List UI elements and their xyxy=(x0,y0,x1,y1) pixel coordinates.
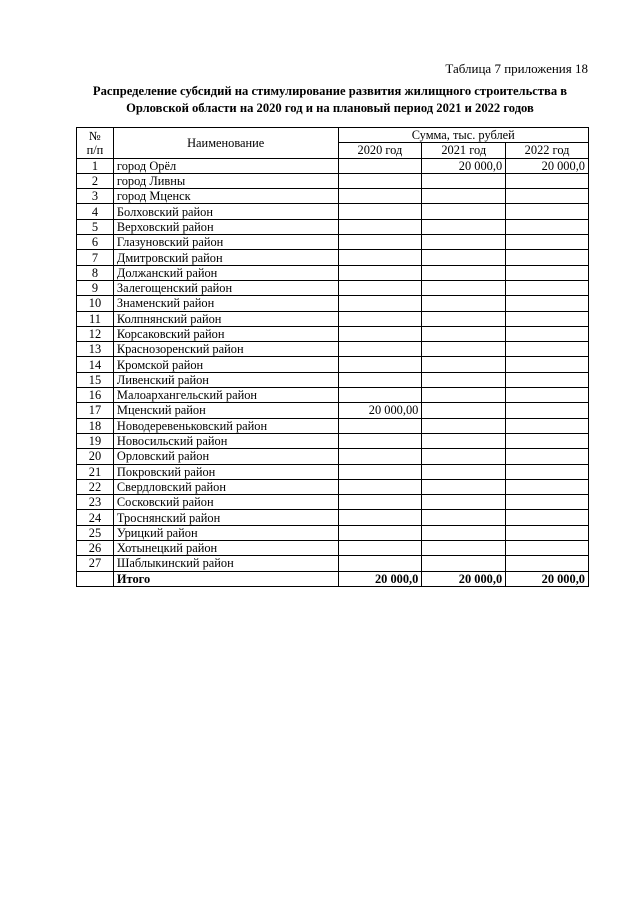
row-value-2020 xyxy=(338,158,422,173)
row-value-2021 xyxy=(422,541,506,556)
column-header-name: Наименование xyxy=(113,128,338,159)
row-number: 9 xyxy=(77,280,114,295)
subsidy-table xyxy=(76,127,589,587)
row-name: Покровский район xyxy=(113,464,338,479)
row-value-2021 xyxy=(422,495,506,510)
row-value-2022 xyxy=(506,173,589,188)
column-header-number-line1: № xyxy=(89,128,101,143)
row-value-2020 xyxy=(338,388,422,403)
row-value-2020 xyxy=(338,204,422,219)
table-row xyxy=(77,510,589,525)
row-value-2022 xyxy=(506,342,589,357)
document-title xyxy=(60,83,600,117)
row-number: 4 xyxy=(77,204,114,219)
row-name: Должанский район xyxy=(113,265,338,280)
row-name: Троснянский район xyxy=(113,510,338,525)
row-value-2020 xyxy=(338,250,422,265)
row-value-2022 xyxy=(506,311,589,326)
total-label: Итого xyxy=(113,571,338,586)
row-name: Верховский район xyxy=(113,219,338,234)
row-name: город Ливны xyxy=(113,173,338,188)
row-name: Орловский район xyxy=(113,449,338,464)
row-name: Свердловский район xyxy=(113,479,338,494)
row-value-2022 xyxy=(506,418,589,433)
row-number: 25 xyxy=(77,525,114,540)
row-number: 26 xyxy=(77,541,114,556)
row-value-2020 xyxy=(338,464,422,479)
row-value-2021 xyxy=(422,510,506,525)
row-name: Знаменский район xyxy=(113,296,338,311)
row-value-2022 xyxy=(506,541,589,556)
row-name: Дмитровский район xyxy=(113,250,338,265)
row-number: 21 xyxy=(77,464,114,479)
column-header-number-line2: п/п xyxy=(86,142,104,157)
total-value-2021: 20 000,0 xyxy=(422,571,506,586)
row-value-2020 xyxy=(338,525,422,540)
row-value-2021 xyxy=(422,280,506,295)
row-number: 17 xyxy=(77,403,114,418)
row-value-2020 xyxy=(338,510,422,525)
row-name: Новосильский район xyxy=(113,433,338,448)
row-value-2021 xyxy=(422,388,506,403)
row-value-2022 xyxy=(506,449,589,464)
table-row xyxy=(77,280,589,295)
table-row xyxy=(77,219,589,234)
row-value-2022 xyxy=(506,525,589,540)
row-value-2021 xyxy=(422,296,506,311)
row-name: Хотынецкий район xyxy=(113,541,338,556)
row-value-2020 xyxy=(338,219,422,234)
row-value-2022 xyxy=(506,250,589,265)
row-value-2020 xyxy=(338,235,422,250)
row-value-2021 xyxy=(422,464,506,479)
title-line-2: Орловской области на 2020 год и на плановый период 2021 и 2022 годов xyxy=(126,101,534,115)
row-value-2021 xyxy=(422,525,506,540)
column-header-2021: 2021 год xyxy=(422,143,506,158)
row-value-2020 xyxy=(338,326,422,341)
row-value-2022 xyxy=(506,479,589,494)
row-value-2022 xyxy=(506,189,589,204)
row-value-2020 xyxy=(338,479,422,494)
table-row xyxy=(77,541,589,556)
table-row xyxy=(77,403,589,418)
row-number: 23 xyxy=(77,495,114,510)
row-name: Малоархангельский район xyxy=(113,388,338,403)
row-number: 16 xyxy=(77,388,114,403)
row-value-2021: 20 000,0 xyxy=(422,158,506,173)
row-name: Глазуновский район xyxy=(113,235,338,250)
column-header-number xyxy=(77,128,114,159)
row-number: 27 xyxy=(77,556,114,571)
total-number-cell xyxy=(77,571,114,586)
row-number: 6 xyxy=(77,235,114,250)
row-name: Кромской район xyxy=(113,357,338,372)
row-value-2020 xyxy=(338,296,422,311)
row-value-2021 xyxy=(422,357,506,372)
row-value-2020 xyxy=(338,311,422,326)
row-value-2021 xyxy=(422,342,506,357)
table-row xyxy=(77,449,589,464)
column-header-sum: Сумма, тыс. рублей xyxy=(338,128,588,143)
column-header-2022: 2022 год xyxy=(506,143,589,158)
row-value-2020 xyxy=(338,265,422,280)
table-row xyxy=(77,173,589,188)
row-name: город Орёл xyxy=(113,158,338,173)
row-number: 19 xyxy=(77,433,114,448)
row-value-2022 xyxy=(506,388,589,403)
row-number: 12 xyxy=(77,326,114,341)
row-name: Шаблыкинский район xyxy=(113,556,338,571)
row-name: Новодеревеньковский район xyxy=(113,418,338,433)
row-number: 7 xyxy=(77,250,114,265)
row-value-2022: 20 000,0 xyxy=(506,158,589,173)
row-value-2021 xyxy=(422,449,506,464)
table-row xyxy=(77,357,589,372)
row-value-2020 xyxy=(338,280,422,295)
table-row xyxy=(77,464,589,479)
table-row xyxy=(77,525,589,540)
row-value-2020 xyxy=(338,449,422,464)
row-value-2020 xyxy=(338,418,422,433)
row-value-2022 xyxy=(506,433,589,448)
row-name: Залегощенский район xyxy=(113,280,338,295)
row-value-2020: 20 000,00 xyxy=(338,403,422,418)
row-number: 15 xyxy=(77,372,114,387)
table-row xyxy=(77,189,589,204)
row-value-2021 xyxy=(422,433,506,448)
row-value-2022 xyxy=(506,510,589,525)
row-value-2021 xyxy=(422,556,506,571)
header-row xyxy=(77,128,589,143)
row-value-2022 xyxy=(506,556,589,571)
table-row xyxy=(77,235,589,250)
table-row xyxy=(77,250,589,265)
row-value-2020 xyxy=(338,173,422,188)
row-number: 18 xyxy=(77,418,114,433)
row-name: Урицкий район xyxy=(113,525,338,540)
row-value-2021 xyxy=(422,189,506,204)
row-name: Колпнянский район xyxy=(113,311,338,326)
row-value-2020 xyxy=(338,372,422,387)
row-value-2022 xyxy=(506,372,589,387)
table-row xyxy=(77,342,589,357)
row-number: 3 xyxy=(77,189,114,204)
row-number: 5 xyxy=(77,219,114,234)
table-row xyxy=(77,433,589,448)
row-value-2021 xyxy=(422,311,506,326)
total-value-2020: 20 000,0 xyxy=(338,571,422,586)
row-number: 13 xyxy=(77,342,114,357)
row-value-2020 xyxy=(338,357,422,372)
row-name: город Мценск xyxy=(113,189,338,204)
column-header-2020: 2020 год xyxy=(338,143,422,158)
row-number: 10 xyxy=(77,296,114,311)
row-value-2021 xyxy=(422,418,506,433)
row-number: 11 xyxy=(77,311,114,326)
total-value-2022: 20 000,0 xyxy=(506,571,589,586)
row-name: Краснозоренский район xyxy=(113,342,338,357)
row-value-2022 xyxy=(506,219,589,234)
row-value-2020 xyxy=(338,556,422,571)
table-row xyxy=(77,388,589,403)
table-row xyxy=(77,556,589,571)
title-line-1: Распределение субсидий на стимулирование развития жилищного строительства в xyxy=(92,84,568,98)
row-value-2020 xyxy=(338,189,422,204)
row-value-2021 xyxy=(422,265,506,280)
table-reference: Таблица 7 приложения 18 xyxy=(445,61,588,76)
row-name: Болховский район xyxy=(113,204,338,219)
row-value-2022 xyxy=(506,495,589,510)
row-value-2022 xyxy=(506,464,589,479)
row-number: 20 xyxy=(77,449,114,464)
row-value-2022 xyxy=(506,280,589,295)
row-value-2020 xyxy=(338,495,422,510)
row-name: Корсаковский район xyxy=(113,326,338,341)
row-value-2022 xyxy=(506,204,589,219)
row-number: 14 xyxy=(77,357,114,372)
row-value-2021 xyxy=(422,403,506,418)
row-value-2022 xyxy=(506,326,589,341)
row-value-2020 xyxy=(338,433,422,448)
row-value-2020 xyxy=(338,342,422,357)
row-number: 2 xyxy=(77,173,114,188)
table-row xyxy=(77,296,589,311)
table-row xyxy=(77,158,589,173)
row-value-2020 xyxy=(338,541,422,556)
table-row xyxy=(77,418,589,433)
row-value-2022 xyxy=(506,296,589,311)
table-row xyxy=(77,265,589,280)
row-name: Ливенский район xyxy=(113,372,338,387)
row-value-2021 xyxy=(422,479,506,494)
row-number: 22 xyxy=(77,479,114,494)
row-number: 8 xyxy=(77,265,114,280)
row-value-2021 xyxy=(422,219,506,234)
row-value-2021 xyxy=(422,250,506,265)
row-value-2022 xyxy=(506,403,589,418)
row-number: 24 xyxy=(77,510,114,525)
table-row xyxy=(77,311,589,326)
table-row xyxy=(77,495,589,510)
row-number: 1 xyxy=(77,158,114,173)
row-value-2021 xyxy=(422,204,506,219)
row-value-2022 xyxy=(506,235,589,250)
table-row xyxy=(77,479,589,494)
table-row xyxy=(77,326,589,341)
row-name: Мценский район xyxy=(113,403,338,418)
row-value-2021 xyxy=(422,173,506,188)
table-row xyxy=(77,372,589,387)
row-value-2022 xyxy=(506,265,589,280)
row-value-2021 xyxy=(422,326,506,341)
row-value-2021 xyxy=(422,235,506,250)
row-value-2021 xyxy=(422,372,506,387)
total-row xyxy=(77,571,589,586)
table-row xyxy=(77,204,589,219)
row-name: Сосковский район xyxy=(113,495,338,510)
row-value-2022 xyxy=(506,357,589,372)
